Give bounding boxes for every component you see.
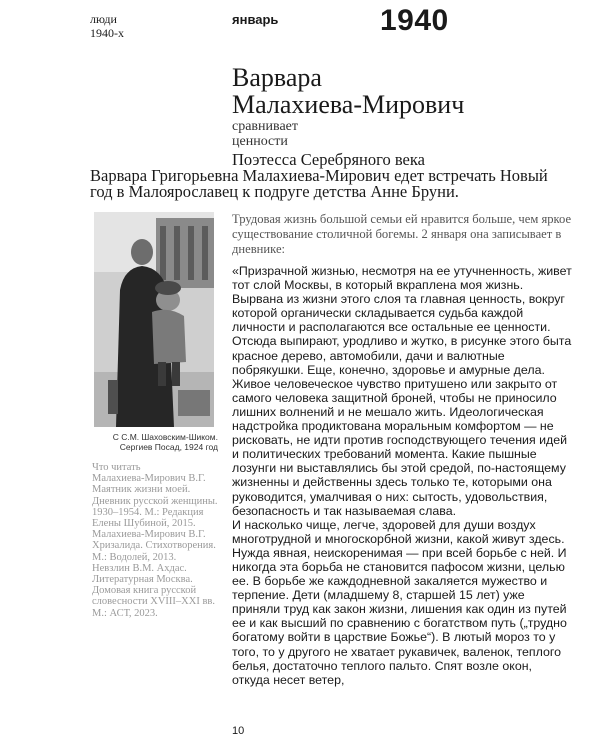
- section-label-line1: люди: [90, 12, 117, 26]
- reading-list-heading: Что читать: [92, 462, 141, 473]
- diary-quote: [232, 264, 572, 687]
- archival-photo: [94, 212, 214, 427]
- photo-caption: [104, 432, 218, 452]
- article-subtitle: сравнивает ценности: [232, 119, 298, 149]
- article-intro: Трудовая жизнь большой семьи ей нравится больше, чем яркое существование столичной богемы. 2 января она записывает в дневнике:: [232, 212, 572, 256]
- reading-entry: Малахиева-Мирович В.Г. Маятник жизни моей. Дневник русской женщины. 1930–1954. М.: Редакция Елены Шубиной, 2015.: [92, 473, 218, 530]
- page-number: 10: [232, 725, 245, 737]
- section-label-line2: 1940-х: [90, 26, 124, 40]
- caption-line-1: С С.М. Шаховским-Шиком.: [112, 432, 218, 442]
- title-line-2: Малахиева-Мирович: [232, 90, 465, 119]
- quote-paragraph: «Призрачной жизнью, несмотря на ее утучненность, живет тот слой Москвы, в который вкраплена моя жизнь.: [232, 264, 572, 293]
- reading-list: [92, 462, 222, 619]
- reading-entry: Невзлин В.М. Ахдас. Литературная Москва. Домовая книга русской словесности XVIII–XXI вв. М.: АСТ, 2023.: [92, 562, 215, 619]
- month-label: январь: [232, 12, 279, 27]
- year-heading: 1940: [380, 4, 449, 37]
- section-label: [90, 12, 124, 40]
- photo-image: [94, 212, 214, 427]
- article-title: [232, 64, 572, 118]
- reading-entry: Малахиева-Мирович В.Г. Хризалида. Стихотворения. М.: Водолей, 2013.: [92, 529, 216, 563]
- quote-paragraph: Вырвана из жизни этого слоя та главная ценность, вокруг которой органически складывается судьба каждой личности и располагаются все остальные ее ценности. Отсюда выпирают, уродливо и жутко, в рисунке этого быта красное дерево, автомобили, дачи и валютные побрякушки. Еще, конечно, здоровье и амурные дела. Живое человеческое чувство притушено или закрыто от самого человека защитной броней, чтобы не приносило лишних волнений и не мешало жить. Идеологическая надстройка продиктована моральным комфортом — не рисковать, не идти против господствующего течения идей и политических требований момента. Какие пышные лозунги ни выставлялись бы этой средой, по-настоящему жизненны и действенны здесь только те, которыми она руководится, умалчивая о них: сытость, удовольствия, безопасность и так называемая слава.: [232, 292, 572, 518]
- quote-paragraph: И насколько чище, легче, здоровей для души воздух многотрудной и многоскорбной жизни, какой живут здесь. Нужда явная, неискоренимая — при всей борьбе с ней. И никогда эта борьба не становится пафосом жизни, целью ее. В борьбе же каждодневной закаляется мужество и терпение. Дети (младшему 8, старшей 15 лет) уже приняли труд как закон жизни, лишения как один из путей ее и как высший по сравнению с богатством путь („трудно богатому войти в царствие Божье“). В лютый мороз то у того, то у другого не хватает рукавичек, валенок, теплого белья, достаточно теплого пальто. Спят возле окон, откуда несет ветер,: [232, 517, 567, 687]
- lead-first-line: Поэтесса Серебряного века: [232, 150, 425, 169]
- caption-line-2: Сергиев Посад, 1924 год: [119, 442, 218, 452]
- article-lead: [90, 152, 570, 200]
- title-line-1: Варвара: [232, 63, 322, 92]
- lead-text: Варвара Григорьевна Малахиева-Мирович едет встречать Новый год в Малоярославец к подруге детства Анне Бруни.: [90, 166, 548, 201]
